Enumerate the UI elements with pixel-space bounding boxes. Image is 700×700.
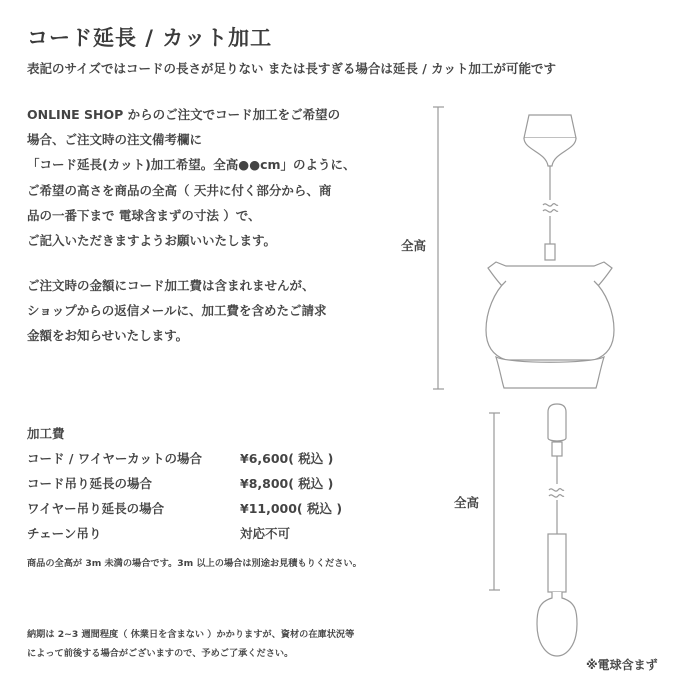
fee-heading: 加工費 [27,426,65,441]
page-subtitle: 表記のサイズではコードの長さが足りない または長すぎる場合は延長 / カット加工が可能です [27,61,556,76]
bare-bulb-pendant-icon [537,404,577,656]
fee-row-price: ¥6,600( 税込 ) [240,451,334,466]
text-line: ショップからの返信メールに、加工費を含めたご請求 [27,303,327,319]
text-line: ONLINE SHOP からのご注文でコード加工をご希望の [27,107,341,122]
text-line: ご希望の高さを商品の全高（ 天井に付く部分から、商 [27,182,332,198]
fee-row-price: ¥8,800( 税込 ) [240,476,334,491]
text-line: によって前後する場合がございますので、予めご了承ください。 [27,648,294,659]
text-line: 納期は 2~3 週間程度（ 休業日を含まない ）かかりますが、資材の在庫状況等 [27,629,355,640]
height-note: 商品の全高が 3m 未満の場合です。3m 以上の場合は別途お見積もりください。 [27,558,362,569]
fee-row-label: チェーン吊り [27,526,102,541]
fee-row-price: ¥11,000( 税込 ) [240,501,343,516]
text-line: 金額をお知らせいたします。 [27,328,189,344]
height-dimension-line-2 [489,413,500,590]
height-label: 全高 [401,238,427,253]
text-line: 場合、ご注文時の注文備考欄に [27,132,203,148]
bulb-excluded-note: ※電球含まず [586,658,658,672]
pendant-lamp-with-shade-icon [486,115,614,388]
fee-row-label: コード / ワイヤーカットの場合 [27,451,203,466]
fee-row-price: 対応不可 [240,526,291,541]
page-title: コード延長 / カット加工 [27,26,273,50]
fee-row-label: ワイヤー吊り延長の場合 [27,501,165,516]
text-line: 「コード延長(カット)加工希望。全高●●cm」のように、 [27,157,356,173]
fee-row-label: コード吊り延長の場合 [27,476,153,491]
text-line: ご記入いただきますようお願いいたします。 [27,233,277,249]
text-line: ご注文時の金額にコード加工費は含まれませんが、 [27,278,315,293]
height-label: 全高 [454,495,480,510]
height-dimension-line-1 [433,107,444,389]
text-line: 品の一番下まで 電球含まずの寸法 ）で、 [27,207,261,223]
